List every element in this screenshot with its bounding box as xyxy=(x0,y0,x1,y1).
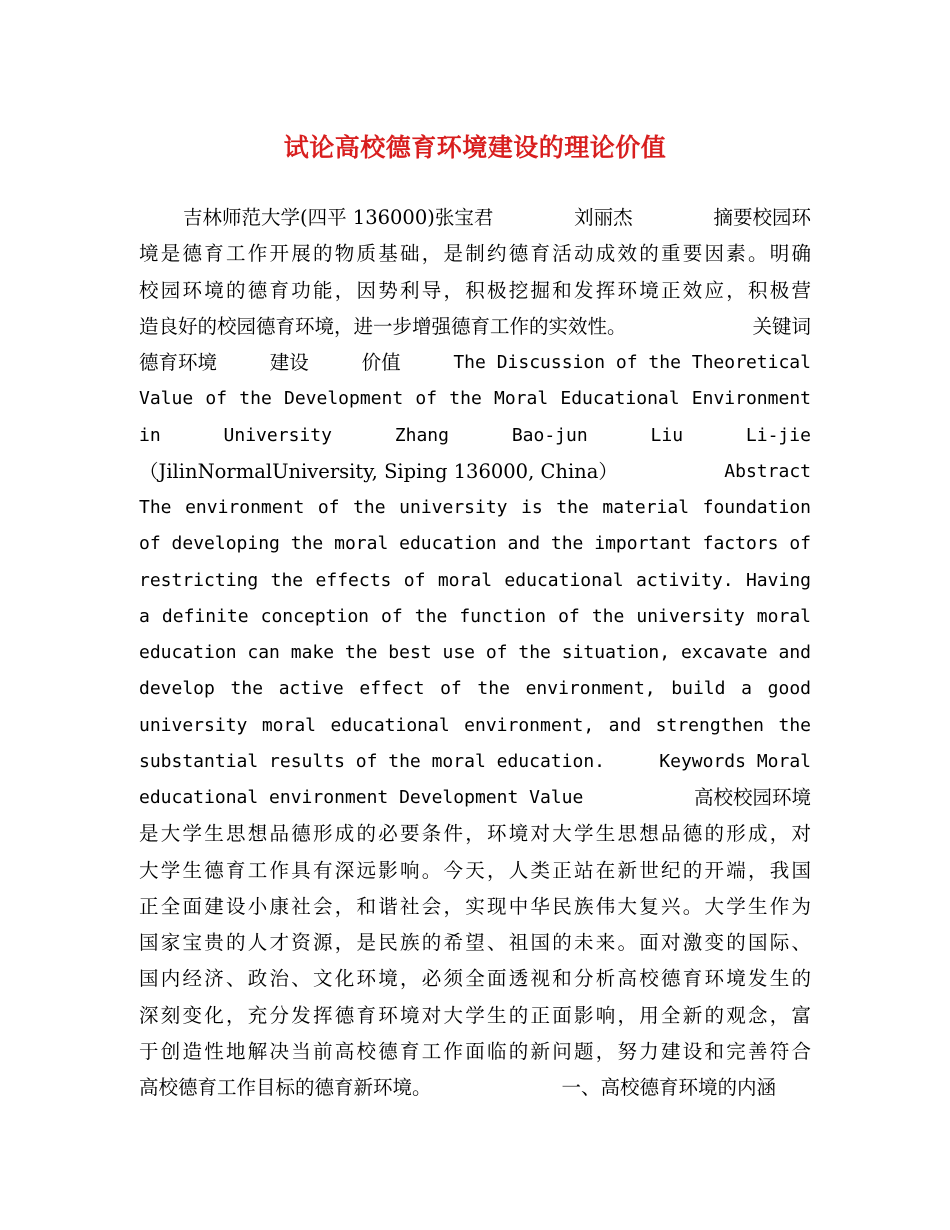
text-segment: 校园环境的德育功能，因势利导，积极挖掘和发挥环境正效应，积极营 xyxy=(139,278,811,302)
text-segment: Li-jie xyxy=(745,424,811,446)
text-line xyxy=(139,853,811,889)
text-line xyxy=(139,490,811,526)
text-segment: Value of the Development of the Moral Educational Environment xyxy=(139,388,811,410)
text-segment: 深刻变化，充分发挥德育环境对大学生的正面影响，用全新的观念，富 xyxy=(139,1003,811,1027)
text-segment: 高校校园环境 xyxy=(693,786,811,809)
text-line xyxy=(139,345,811,381)
text-segment: Zhang xyxy=(394,424,449,446)
text-line xyxy=(139,635,811,671)
text-line xyxy=(139,381,811,417)
text-line xyxy=(139,1034,811,1070)
text-segment: 建设 xyxy=(269,351,309,374)
text-line xyxy=(139,599,811,635)
text-line xyxy=(139,780,811,816)
text-line xyxy=(139,816,811,852)
text-segment: 于创造性地解决当前高校德育工作面临的新问题，努力建设和完善符合 xyxy=(139,1039,811,1063)
text-segment: develop the active effect of the environment, build a good xyxy=(139,678,811,700)
text-segment: 吉林师范大学(四平 136000)张宝君 xyxy=(183,206,494,229)
text-segment: University xyxy=(223,424,332,446)
document-body xyxy=(139,200,811,1106)
text-segment: 是大学生思想品德形成的必要条件，环境对大学生思想品德的形成，对 xyxy=(139,822,811,846)
text-line xyxy=(139,925,811,961)
text-segment: in xyxy=(139,424,161,446)
text-line xyxy=(139,671,811,707)
text-segment: substantial results of the moral education. xyxy=(139,750,605,772)
text-segment: 国内经济、政治、文化环境，必须全面透视和分析高校德育环境发生的 xyxy=(139,967,811,991)
text-segment: Keywords Moral xyxy=(659,750,811,772)
text-segment: 大学生德育工作具有深远影响。今天，人类正站在新世纪的开端，我国 xyxy=(139,858,811,882)
text-segment: Bao-jun xyxy=(511,424,588,446)
text-line xyxy=(139,454,811,490)
text-segment: 一、高校德育环境的内涵 xyxy=(561,1076,777,1099)
text-line xyxy=(139,309,811,345)
text-segment: educational environment Development Value xyxy=(139,787,584,808)
text-segment: 关键词 xyxy=(752,314,811,338)
text-segment: university moral educational environment, and strengthen the xyxy=(139,714,811,736)
text-segment: a definite conception of the function of the university moral xyxy=(139,605,811,627)
text-line xyxy=(139,961,811,997)
text-segment: The Discussion of the Theoretical xyxy=(453,352,811,373)
text-line xyxy=(139,200,811,236)
text-segment: 摘要校园环 xyxy=(713,206,811,229)
text-line xyxy=(139,273,811,309)
text-segment: 价值 xyxy=(361,351,401,374)
text-segment: 正全面建设小康社会，和谐社会，实现中华民族伟大复兴。大学生作为 xyxy=(139,894,811,918)
text-line xyxy=(139,418,811,454)
text-line xyxy=(139,889,811,925)
text-line xyxy=(139,236,811,272)
text-line xyxy=(139,563,811,599)
text-segment: of developing the moral education and the important factors of xyxy=(139,533,811,555)
text-segment: 国家宝贵的人才资源，是民族的希望、祖国的未来。面对激变的国际、 xyxy=(139,931,811,954)
text-segment: （JilinNormalUniversity, Siping 136000, China） xyxy=(139,459,618,483)
text-segment: 境是德育工作开展的物质基础，是制约德育活动成效的重要因素。明确 xyxy=(139,242,811,266)
text-segment: The environment of the university is the material foundation xyxy=(139,497,811,518)
text-segment: Liu xyxy=(650,424,684,446)
document-title: 试论高校德育环境建设的理论价值 xyxy=(283,133,667,162)
text-segment: Abstract xyxy=(724,460,811,482)
text-line xyxy=(139,526,811,562)
text-line xyxy=(139,1070,811,1106)
text-line xyxy=(139,744,811,780)
text-segment: 德育环境 xyxy=(139,351,218,374)
text-line xyxy=(139,998,811,1034)
text-segment: restricting the effects of moral educational activity. Having xyxy=(139,569,811,591)
text-line xyxy=(139,708,811,744)
text-segment: 高校德育工作目标的德育新环境。 xyxy=(139,1076,432,1099)
text-segment: 造良好的校园德育环境，进一步增强德育工作的实效性。 xyxy=(139,314,627,338)
text-segment: 刘丽杰 xyxy=(574,206,633,229)
text-segment: education can make the best use of the situation, excavate and xyxy=(139,642,811,663)
